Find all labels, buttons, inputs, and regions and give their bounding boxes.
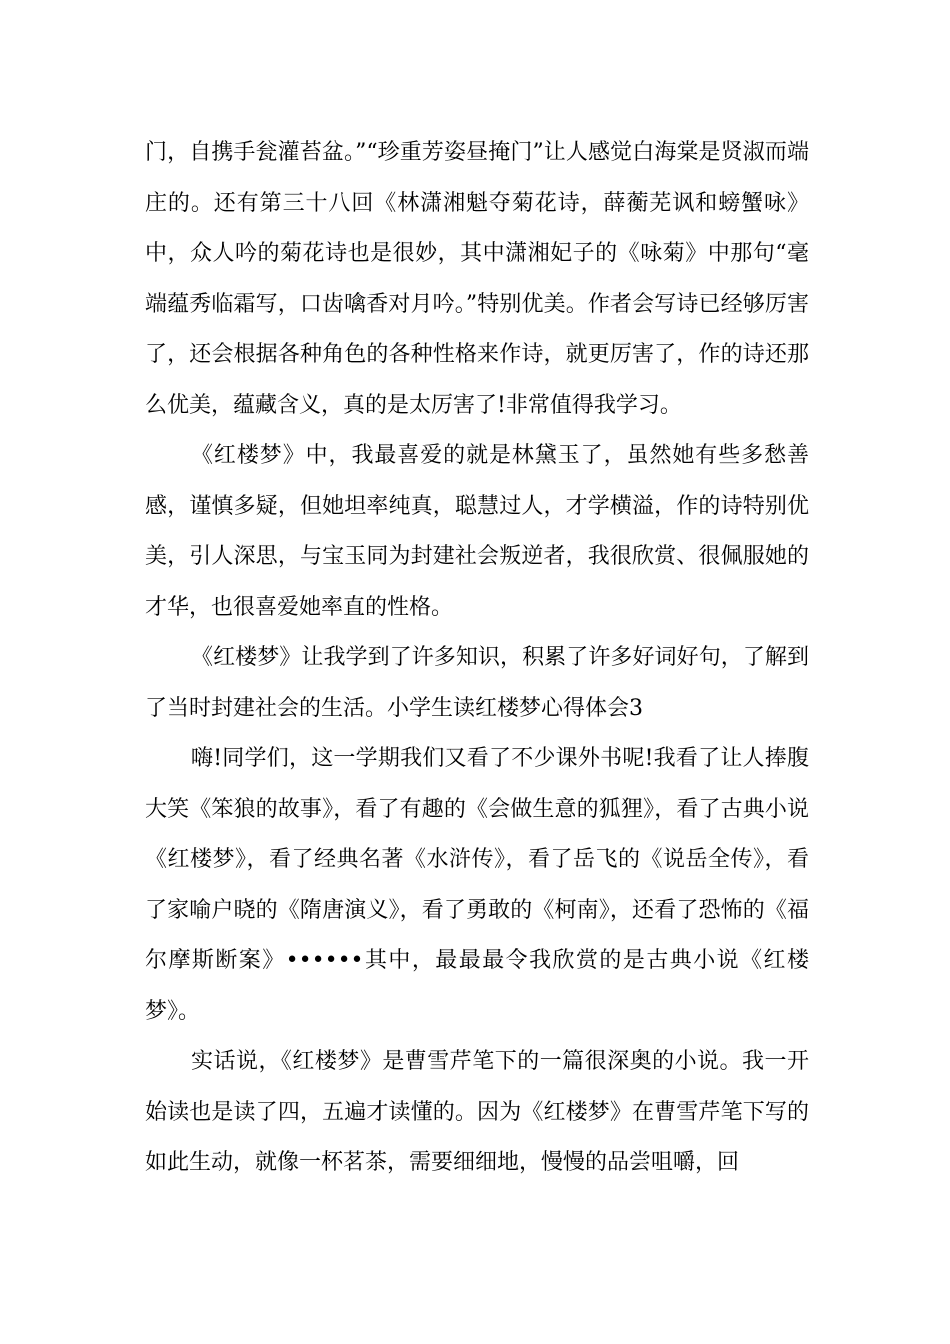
- document-body: [145, 128, 809, 1189]
- paragraph: 实话说，《红楼梦》是曹雪芹笔下的一篇很深奥的小说。我一开始读也是读了四，五遍才读懂的。因为《红楼梦》在曹雪芹笔下写的如此生动，就像一杯茗茶，需要细细地，慢慢的品尝咀嚼，回: [145, 1049, 809, 1175]
- paragraph: 嗨!同学们，这一学期我们又看了不少课外书呢!我看了让人捧腹大笑《笨狼的故事》，看了有趣的《会做生意的狐狸》，看了古典小说《红楼梦》，看了经典名著《水浒传》，看了岳飞的《说岳全传》，看了家喻户晓的《隋唐演义》，看了勇敢的《柯南》，还看了恐怖的《福尔摩斯断案》••••••其中，最最最令我欣赏的是古典小说《红楼梦》。: [145, 746, 809, 1024]
- paragraph: 门，自携手瓮灌苔盆。”“珍重芳姿昼掩门”让人感觉白海棠是贤淑而端庄的。还有第三十八回《林潇湘魁夺菊花诗，薛蘅芜讽和螃蟹咏》中，众人吟的菊花诗也是很妙，其中潇湘妃子的《咏菊》中那句“毫端蕴秀临霜写，口齿噙香对月吟。”特别优美。作者会写诗已经够厉害了，还会根据各种角色的各种性格来作诗，就更厉害了，作的诗还那么优美，蕴藏含义，真的是太厉害了!非常值得我学习。: [145, 140, 809, 418]
- paragraph: 《红楼梦》中，我最喜爱的就是林黛玉了，虽然她有些多愁善感，谨慎多疑，但她坦率纯真，聪慧过人，才学横溢，作的诗特别优美，引人深思，与宝玉同为封建社会叛逆者，我很欣赏、很佩服她的才华，也很喜爱她率直的性格。: [145, 443, 809, 620]
- paragraph: 《红楼梦》让我学到了许多知识，积累了许多好词好句，了解到了当时封建社会的生活。小学生读红楼梦心得体会3: [145, 645, 809, 721]
